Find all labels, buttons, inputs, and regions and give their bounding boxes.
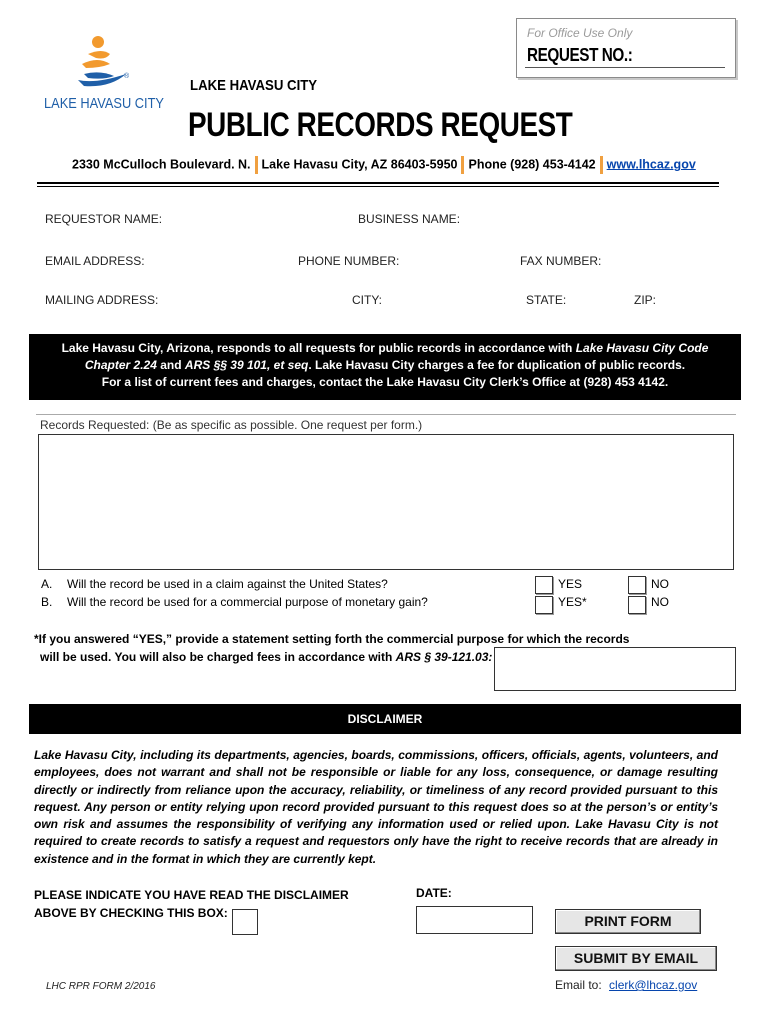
- address-street: 2330 McCulloch Boulevard. N.: [72, 157, 251, 172]
- email-label: Email to:: [555, 978, 602, 992]
- confirm-line: ABOVE BY CHECKING THIS BOX:: [34, 906, 228, 920]
- notice-text: and: [156, 358, 185, 372]
- requestor-name-label: REQUESTOR NAME:: [45, 212, 163, 226]
- zip-label: ZIP:: [634, 293, 657, 307]
- logo-text: LAKE HAVASU CITY: [44, 95, 164, 112]
- question-a-yes-label: YES: [558, 577, 583, 591]
- print-form-button[interactable]: PRINT FORM: [555, 909, 701, 934]
- notice-text: Lake Havasu City, Arizona, responds to all requests for public records in accordance with: [61, 341, 576, 355]
- question-b-no-label: NO: [651, 595, 669, 609]
- question-a-yes-checkbox[interactable]: [535, 576, 553, 594]
- notice-code-ref: Lake Havasu City Code: [575, 341, 709, 355]
- header-rule-thin: [37, 186, 719, 187]
- form-id: LHC RPR FORM 2/2016: [46, 981, 156, 992]
- disclaimer-heading: DISCLAIMER: [29, 704, 741, 734]
- mailing-address-label: MAILING ADDRESS:: [45, 293, 159, 307]
- business-name-label: BUSINESS NAME:: [358, 212, 461, 226]
- date-label: DATE:: [416, 886, 452, 900]
- city-logo-icon: [40, 34, 170, 120]
- phone-number-label: PHONE NUMBER:: [298, 254, 400, 268]
- submit-by-email-button[interactable]: SUBMIT BY EMAIL: [555, 946, 717, 971]
- separator: [600, 156, 603, 174]
- office-use-box: [516, 18, 736, 78]
- clerk-email-link[interactable]: clerk@lhcaz.gov: [609, 978, 698, 992]
- note-line: will be used. You will also be charged fees in accordance with: [40, 650, 396, 664]
- notice-ars-ref: ARS §§ 39 101, et seq: [184, 358, 309, 372]
- records-divider: [36, 414, 736, 415]
- address-line: [72, 156, 696, 174]
- confirm-line: PLEASE INDICATE YOU HAVE READ THE DISCLAIMER: [34, 888, 349, 902]
- office-use-label: For Office Use Only: [527, 26, 633, 40]
- request-number-label: REQUEST NO.:: [527, 45, 633, 65]
- notice-chapter-ref: Chapter 2.24: [84, 358, 157, 372]
- question-b-yes-label: YES*: [558, 595, 587, 609]
- question-b-letter: B.: [41, 595, 53, 609]
- email-line: [555, 978, 697, 992]
- header-rule: [37, 182, 719, 184]
- request-number-line: [525, 67, 725, 68]
- website-link[interactable]: www.lhcaz.gov: [606, 157, 696, 172]
- question-a-letter: A.: [41, 577, 53, 591]
- fees-notice: [29, 334, 741, 400]
- city-label: CITY:: [352, 293, 383, 307]
- address-city: Lake Havasu City, AZ 86403-5950: [261, 157, 458, 172]
- address-phone: Phone (928) 453-4142: [468, 157, 596, 172]
- city-logo: [40, 34, 170, 120]
- separator: [255, 156, 258, 174]
- question-a-no-label: NO: [651, 577, 669, 591]
- separator: [461, 156, 464, 174]
- email-address-label: EMAIL ADDRESS:: [45, 254, 145, 268]
- commercial-purpose-field[interactable]: [494, 647, 736, 691]
- question-b-no-checkbox[interactable]: [628, 596, 646, 614]
- logo-registered-mark: ®: [124, 73, 130, 80]
- note-ars-ref: ARS § 39-121.03:: [395, 650, 493, 664]
- question-b-text: Will the record be used for a commercial purpose of monetary gain?: [67, 595, 428, 609]
- fax-number-label: FAX NUMBER:: [520, 254, 602, 268]
- records-requested-label: Records Requested: (Be as specific as possible. One request per form.): [40, 418, 423, 432]
- notice-contact: For a list of current fees and charges, contact the Lake Havasu City Clerk’s Office at (928) 453 4142.: [101, 375, 669, 389]
- date-field[interactable]: [416, 906, 533, 934]
- notice-text: . Lake Havasu City charges a fee for duplication of public records.: [308, 358, 686, 372]
- state-label: STATE:: [526, 293, 567, 307]
- question-a-no-checkbox[interactable]: [628, 576, 646, 594]
- records-requested-field[interactable]: [38, 434, 734, 570]
- note-line: *If you answered “YES,” provide a statement setting forth the commercial purpose for which the records: [34, 632, 630, 646]
- disclaimer-confirm-label: [34, 886, 349, 922]
- page-title: PUBLIC RECORDS REQUEST: [188, 106, 573, 144]
- question-a-text: Will the record be used in a claim against the United States?: [67, 577, 388, 591]
- header-city: LAKE HAVASU CITY: [190, 77, 318, 94]
- disclaimer-read-checkbox[interactable]: [232, 909, 258, 935]
- question-b-yes-checkbox[interactable]: [535, 596, 553, 614]
- disclaimer-text: Lake Havasu City, including its departments, agencies, boards, commissions, officers, officials, agents, volunteers, and employees, does not warrant and shall not be responsible or liable for any loss, consequence, or damage resulting directly or indirectly from reliance upon the accuracy, reliability, or timeliness of any record provided pursuant to this request. Any person or entity relying upon record provided pursuant to this request does so at the person’s or entity’s own risk and assumes the responsibility of verifying any information used or relied upon. Lake Havasu City is not required to create records to satisfy a request and requestors only have the right to receive records that are already in existence and in the format in which they are currently kept.: [34, 748, 718, 866]
